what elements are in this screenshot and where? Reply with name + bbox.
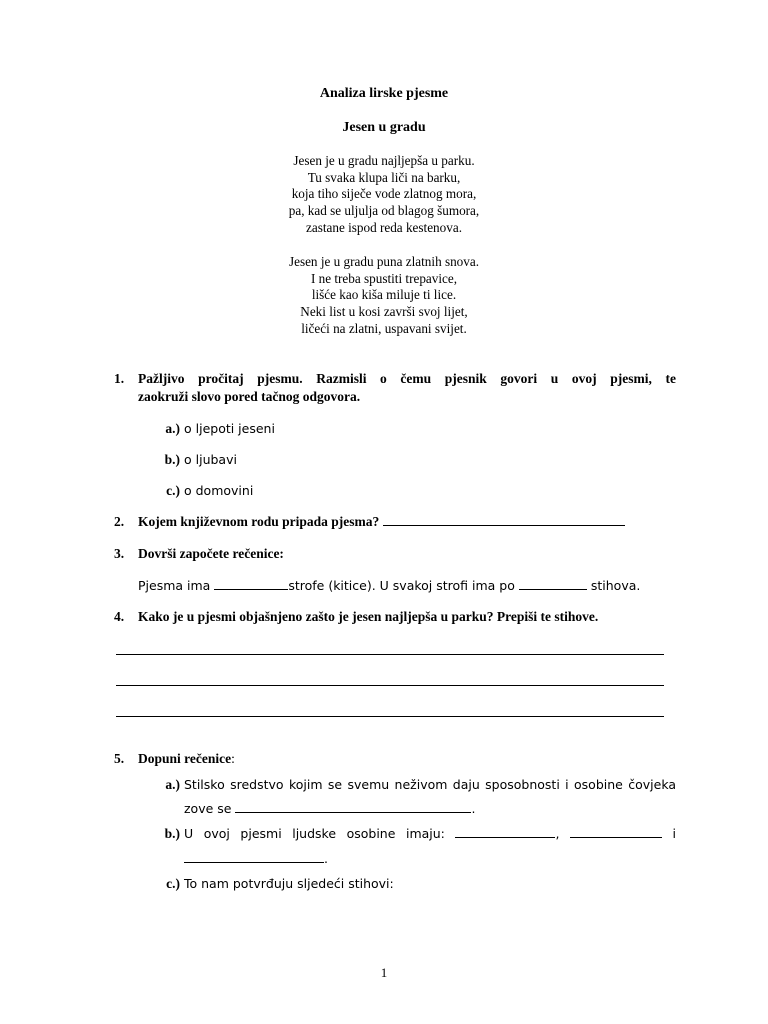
question-5a-line-1: Stilsko sredstvo kojim se svemu neživom daju sposobnosti i osobine čovjeka <box>184 777 676 792</box>
answer-line[interactable] <box>116 654 664 655</box>
question-5b-line-2 <box>184 851 328 866</box>
question-2-text <box>138 514 625 530</box>
question-1-number: 1. <box>114 371 125 386</box>
question-3-text: Dovrši započete rečenice: <box>138 546 284 561</box>
question-2-number: 2. <box>114 514 125 529</box>
question-3-blank-stihova[interactable] <box>519 589 587 590</box>
option-b-letter: b.) <box>164 452 180 467</box>
poem-line: ličeći na zlatni, uspavani svijet. <box>301 320 467 336</box>
option-a-letter: a.) <box>165 421 180 436</box>
question-5b-period: . <box>324 851 328 866</box>
poem-line: zastane ispod reda kestenova. <box>306 219 462 235</box>
question-5b-and: i <box>672 826 676 841</box>
question-5-text <box>138 751 235 767</box>
question-5b-blank-3[interactable] <box>184 862 324 863</box>
question-5a-line-2 <box>184 801 475 816</box>
question-4-text: Kako je u pjesmi objašnjeno zašto je jesen najljepša u parku? Prepiši te stihove. <box>138 609 599 624</box>
answer-line[interactable] <box>116 716 664 717</box>
question-5a-zove-se: zove se <box>184 801 232 816</box>
poem-line: Jesen je u gradu puna zlatnih snova. <box>288 254 480 269</box>
question-3-sentence <box>138 578 640 593</box>
question-5a-blank[interactable] <box>235 812 471 813</box>
question-5-colon: : <box>231 751 235 766</box>
question-5b-blank-2[interactable] <box>570 837 662 838</box>
poem-stanza-2 <box>0 254 768 338</box>
poem-title: Jesen u gradu <box>342 120 426 135</box>
question-1-text-line-1: Pažljivo pročitaj pjesmu. Razmisli o čemu pjesnik govori u ovoj pjesmi, te <box>138 371 676 386</box>
poem-stanza-1 <box>0 153 768 237</box>
question-3-part-1: Pjesma ima <box>138 578 211 593</box>
question-5b-word: imaju: <box>405 826 445 841</box>
question-5c-text: To nam potvrđuju sljedeći stihovi: <box>184 876 394 891</box>
question-5c-letter: c.) <box>166 876 180 891</box>
question-5a-letter: a.) <box>165 777 180 792</box>
question-1-text-line-2: zaokruži slovo pored tačnog odgovora. <box>138 389 361 404</box>
option-c-letter: c.) <box>166 483 180 498</box>
question-5b-word: ovoj <box>203 826 230 841</box>
question-5b-word: pjesmi <box>240 826 282 841</box>
poem-line: I ne treba spustiti trepavice, <box>310 270 458 286</box>
question-5-number: 5. <box>114 751 125 766</box>
option-b-text[interactable]: o ljubavi <box>184 452 237 467</box>
question-5b-letter: b.) <box>164 826 180 841</box>
poem-line: Tu svaka klupa liči na barku, <box>307 169 461 185</box>
question-5b-blank-1[interactable] <box>455 837 555 838</box>
question-5b-word: U <box>184 826 194 841</box>
question-3-part-3: stihova. <box>590 578 641 593</box>
question-2-answer-blank[interactable] <box>383 525 625 526</box>
option-c-text[interactable]: o domovini <box>184 483 254 498</box>
answer-line[interactable] <box>116 685 664 686</box>
question-4-number: 4. <box>114 609 125 624</box>
question-5b-line-1 <box>184 826 676 841</box>
question-5-label: Dopuni rečenice <box>138 751 232 766</box>
question-5b-word: osobine <box>346 826 396 841</box>
poem-line: Jesen je u gradu najljepša u parku. <box>293 153 475 168</box>
question-3-part-2: strofe (kitice). U svakoj strofi ima po <box>288 578 515 593</box>
question-5a-period: . <box>471 801 476 816</box>
document-title: Analiza lirske pjesme <box>319 86 449 101</box>
page-number: 1 <box>380 965 388 980</box>
question-5b-word: ljudske <box>292 826 337 841</box>
option-a-text[interactable]: o ljepoti jeseni <box>184 421 275 436</box>
poem-line: Neki list u kosi završi svoj lijet, <box>300 304 468 320</box>
question-2-label: Kojem književnom rodu pripada pjesma? <box>138 514 380 529</box>
question-3-blank-strofe[interactable] <box>214 589 288 590</box>
poem-line: koja tiho siječe vode zlatnog mora, <box>291 186 477 202</box>
question-5b-comma: , <box>555 826 560 841</box>
poem-line: lišće kao kiša miluje ti lice. <box>311 287 457 303</box>
question-3-number: 3. <box>114 546 125 561</box>
poem-line: pa, kad se uljulja od blagog šumora, <box>288 203 480 219</box>
